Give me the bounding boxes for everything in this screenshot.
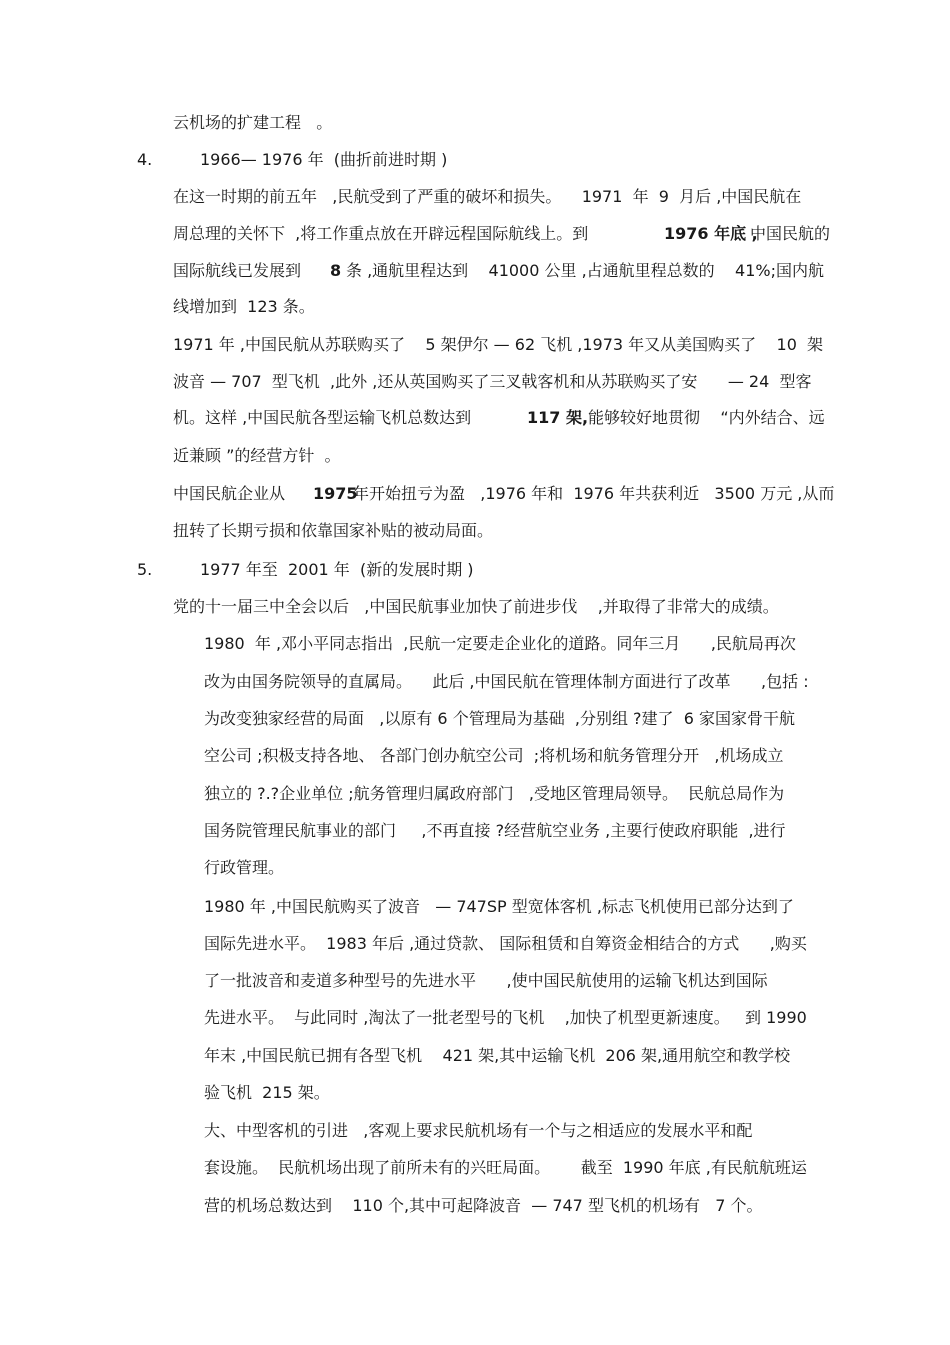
text-line: 1971 年 ,中国民航从苏联购买了 5 架伊尔 — 62 飞机 ,1973 年又从美国购买了 10 架 <box>173 335 824 354</box>
text-line: 扭转了长期亏损和依靠国家补贴的被动局面。 <box>173 521 494 540</box>
text-line: 年末 ,中国民航已拥有各型飞机 421 架,其中运输飞机 206 架,通用航空和教学校 <box>204 1046 791 1065</box>
text-line: 先进水平。 与此同时 ,淘汰了一批老型号的飞机 ,加快了机型更新速度。 到 1990 <box>204 1008 807 1027</box>
list-number: 5. <box>137 560 153 579</box>
text-line: 党的十一届三中全会以后 ,中国民航事业加快了前进步伐 ,并取得了非常大的成绩。 <box>173 597 779 616</box>
bold-text: 1975 <box>313 484 358 503</box>
text-line: 年开始扭亏为盈 ,1976 年和 1976 年共获利近 3500 万元 ,从而 <box>353 484 835 503</box>
text-line: 在这一时期的前五年 ,民航受到了严重的破坏和损失。 1971 年 9 月后 ,中国民航在 <box>173 187 802 206</box>
bold-text: 8 <box>330 261 342 280</box>
bold-text: 117 架, <box>527 408 589 427</box>
text-line: 国际先进水平。 1983 年后 ,通过贷款、 国际租赁和自筹资金相结合的方式 ,购买 <box>204 934 807 953</box>
text-line: 条 ,通航里程达到 41000 公里 ,占通航里程总数的 41%;国内航 <box>346 261 824 280</box>
section-heading: 1977 年至 2001 年 (新的发展时期 ) <box>200 560 474 579</box>
text-line: 波音 — 707 型飞机 ,此外 ,还从英国购买了三叉戟客机和从苏联购买了安 — 24 型客 <box>173 372 812 391</box>
text-line: 国际航线已发展到 <box>173 261 302 280</box>
text-line: 了一批波音和麦道多种型号的先进水平 ,使中国民航使用的运输飞机达到国际 <box>204 971 768 990</box>
text-line: 能够较好地贯彻 “内外结合、远 <box>588 408 825 427</box>
section-heading: 1966— 1976 年 (曲折前进时期 ) <box>200 150 448 169</box>
text-line: 1980 年 ,中国民航购买了波音 — 747SP 型宽体客机 ,标志飞机使用已部分达到了 <box>204 897 794 916</box>
text-line: 1980 年 ,邓小平同志指出 ,民航一定要走企业化的道路。同年三月 ,民航局再次 <box>204 634 796 653</box>
list-number: 4. <box>137 150 153 169</box>
text-line: 套设施。 民航机场出现了前所未有的兴旺局面。 截至 1990 年底 ,有民航航班运 <box>204 1158 807 1177</box>
text-line: 中国民航企业从 <box>173 484 286 503</box>
text-line: 线增加到 123 条。 <box>173 297 315 316</box>
text-line: 云机场的扩建工程 。 <box>173 113 333 132</box>
text-line: 改为由国务院领导的直属局。 此后 ,中国民航在管理体制方面进行了改革 ,包括 : <box>204 672 809 691</box>
bold-text: 1976 年底 , <box>664 224 758 243</box>
text-line: 独立的 ?.?企业单位 ;航务管理归属政府部门 ,受地区管理局领导。 民航总局作为 <box>204 784 785 803</box>
text-line: 机。这样 ,中国民航各型运输飞机总数达到 <box>173 408 472 427</box>
text-line: 行政管理。 <box>204 858 285 877</box>
text-line: 中国民航的 <box>750 224 831 243</box>
text-line: 周总理的关怀下 ,将工作重点放在开辟远程国际航线上。到 <box>173 224 589 243</box>
text-line: 空公司 ;积极支持各地、 各部门创办航空公司 ;将机场和航务管理分开 ,机场成立 <box>204 746 784 765</box>
text-line: 为改变独家经营的局面 ,以原有 6 个管理局为基础 ,分别组 ?建了 6 家国家骨干航 <box>204 709 795 728</box>
text-line: 近兼顾 ”的经营方针 。 <box>173 446 341 465</box>
text-line: 验飞机 215 架。 <box>204 1083 330 1102</box>
text-line: 营的机场总数达到 110 个,其中可起降波音 — 747 型飞机的机场有 7 个。 <box>204 1196 763 1215</box>
text-line: 大、中型客机的引进 ,客观上要求民航机场有一个与之相适应的发展水平和配 <box>204 1121 753 1140</box>
text-line: 国务院管理民航事业的部门 ,不再直接 ?经营航空业务 ,主要行使政府职能 ,进行 <box>204 821 786 840</box>
